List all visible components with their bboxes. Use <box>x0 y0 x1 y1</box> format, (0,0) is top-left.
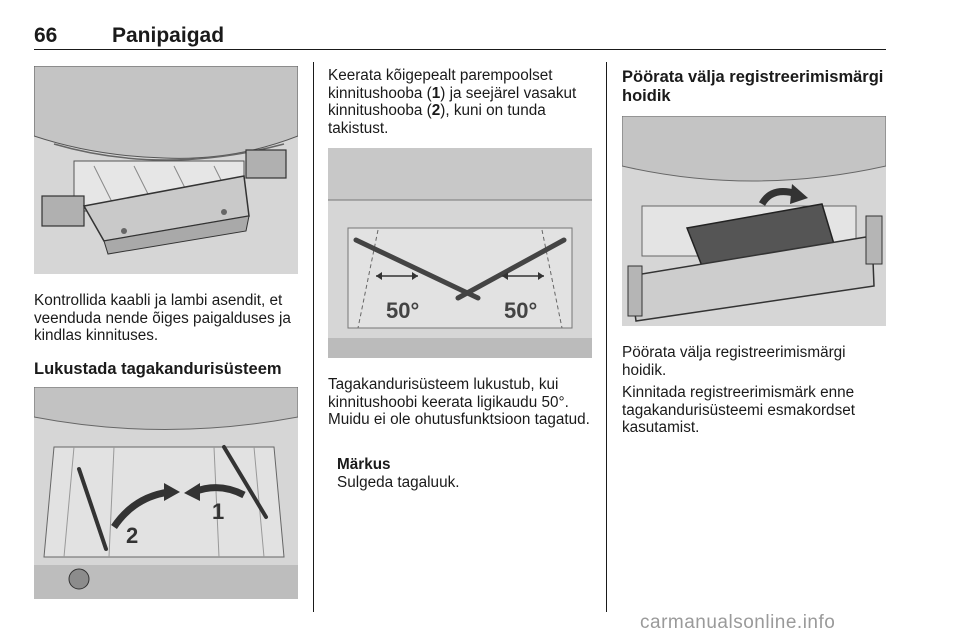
paragraph-turn-holder: Pöörata välja registreerimismärgi hoidik. <box>622 344 846 379</box>
lever-number-2: 2 <box>431 102 441 119</box>
header-rule <box>34 49 886 50</box>
figure-plate-holder <box>622 116 886 326</box>
heading-lock-carrier: Lukustada tagakandurisüsteem <box>34 360 282 378</box>
callout-2: 2 <box>126 523 139 548</box>
text-run: ) ja seejärel vasakut kinnitushooba ( <box>328 84 577 119</box>
lever-number-1: 1 <box>431 84 441 102</box>
text-run: ), kuni on tunda takistust. <box>328 102 546 137</box>
figure-light-bar <box>34 66 298 274</box>
note-title: Märkus <box>337 456 391 473</box>
page-header <box>34 22 886 50</box>
paragraph-check-cable: Kontrollida kaabli ja lambi asendit, et veenduda nende õiges paigalduses ja kindlas kinnituses. <box>34 292 291 344</box>
paragraph-turn-levers <box>328 67 598 137</box>
paragraph-locks-50: Tagakandurisüsteem lukustub, kui kinnitushoobi keerata ligikaudu 50°. Muidu ei ole ohutusfunktsioon tagatud. <box>328 376 590 428</box>
paragraph-attach-plate: Kinnitada registreerimismärk enne tagakandurisüsteemi esmakordset kasutamist. <box>622 384 855 436</box>
page-number: 66 <box>34 24 58 47</box>
column-divider-1 <box>313 62 314 612</box>
angle-label-right: 50° <box>504 298 538 323</box>
figure-lock-levers <box>34 387 298 599</box>
watermark: carmanualsonline.info <box>640 612 836 633</box>
heading-plate-holder: Pöörata välja registreerimismärgi hoidik <box>622 68 884 105</box>
page-title: Panipaigad <box>112 24 225 47</box>
column-divider-2 <box>606 62 607 612</box>
angle-label-left: 50° <box>386 298 420 323</box>
callout-1: 1 <box>212 499 225 524</box>
text-run: Keerata kõigepealt parempoolset kinnitushooba ( <box>328 67 553 102</box>
figure-50-degree <box>328 148 592 358</box>
note-text: Sulgeda tagaluuk. <box>337 474 460 491</box>
